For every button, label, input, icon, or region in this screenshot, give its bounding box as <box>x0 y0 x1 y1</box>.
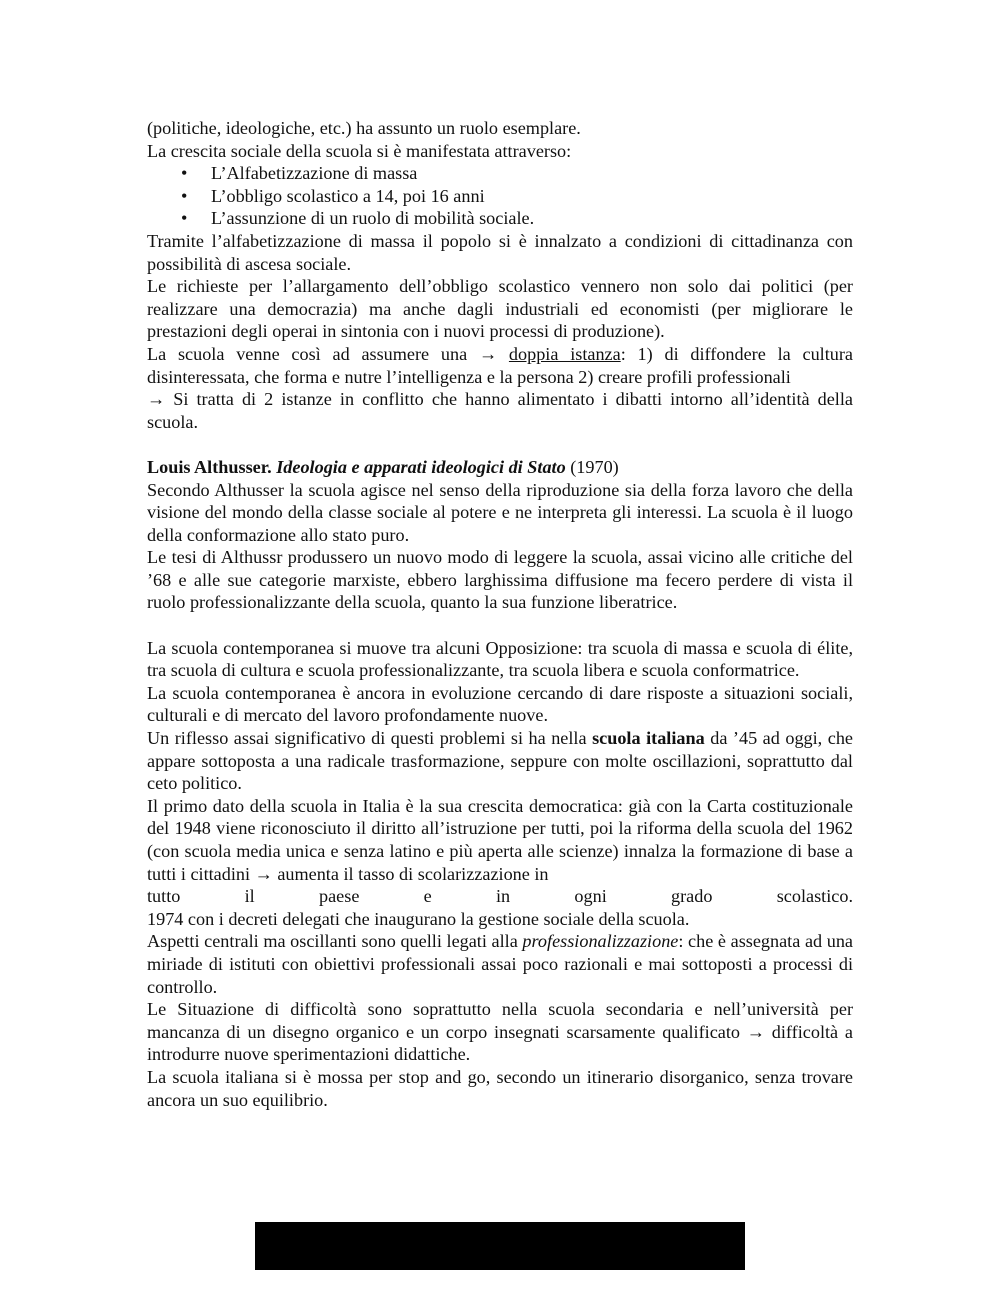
professionalizzazione-text-a: Aspetti centrali ma oscillanti sono quelli legati alla <box>147 931 523 952</box>
decreti-delegati-line: 1974 con i decreti delegati che inaugurano la gestione sociale della scuola. <box>147 908 690 929</box>
list-item <box>147 185 853 208</box>
intro-line-2: La crescita sociale della scuola si è manifestata attraverso: <box>147 140 572 161</box>
althusser-heading <box>147 456 853 479</box>
spread-word: il <box>244 886 255 907</box>
intro-line-1: (politiche, ideologiche, etc.) ha assunto un ruolo esemplare. <box>147 118 581 138</box>
bullet-icon: • <box>181 163 188 184</box>
spread-word: e <box>423 886 432 907</box>
scuola-italiana-text-a: Un riflesso assai significativo di questi problemi si ha nella <box>147 728 593 749</box>
istanza-text-b: : 1) di diffondere la cultura disinteressata, che forma e nutre l’intelligenza e la persona 2) creare profili professionali <box>147 343 853 387</box>
heading-year: (1970) <box>570 456 619 477</box>
althusser-paragraph-1: Secondo Althusser la scuola agisce nel senso della riproduzione sia della forza lavoro che della visione del mondo della classe sociale al potere e ne interpreta gli interessi. La scuola è il luogo della conformazione allo stato puro. <box>147 479 853 545</box>
redaction-bar <box>255 1222 745 1270</box>
list-item <box>147 162 853 185</box>
contemporanea-paragraph-2: La scuola contemporanea è ancora in evoluzione cercando di dare risposte a situazioni sociali, culturali e di mercato del lavoro profondamente nuove. <box>147 682 853 726</box>
blank-line <box>147 614 853 637</box>
list-item-text: L’obbligo scolastico a 14, poi 16 anni <box>211 185 485 206</box>
spread-word: scolastico. <box>776 886 853 907</box>
spread-word: in <box>496 886 511 907</box>
justified-spread-line <box>147 885 853 908</box>
paragraph-doppia-istanza <box>147 343 853 388</box>
professionalizzazione-text-b: : che è assegnata ad una miriade di istituti con obiettivi professionali assai poco razionali e mai sottoposti a processi di controllo. <box>147 931 853 997</box>
professionalizzazione-paragraph <box>147 930 853 998</box>
stop-and-go-paragraph: La scuola italiana si è mossa per stop and go, secondo un itinerario disorganico, senza trovare ancora un suo equilibrio. <box>147 1066 853 1110</box>
spread-word: paese <box>319 886 360 907</box>
scuola-italiana-paragraph <box>147 727 853 795</box>
spread-word: grado <box>671 886 713 907</box>
spread-word: ogni <box>574 886 607 907</box>
doppia-istanza-underlined: doppia istanza <box>508 343 621 364</box>
heading-book-title: Ideologia e apparati ideologici di Stato <box>276 456 566 477</box>
spread-word: tutto <box>147 886 181 907</box>
istanza-text-a: La scuola venne così ad assumere una → <box>147 343 509 364</box>
crescita-democratica-paragraph: Il primo dato della scuola in Italia è la sua crescita democratica: già con la Carta costituzionale del 1948 viene riconosciuto il diritto all’istruzione per tutti, poi la riforma della scuola del 1962 (con scuola media unica e senza latino e più aperta alle scienze) innalza la formazione di base a tutti i cittadini → aumenta il tasso di scolarizzazione in <box>147 795 853 884</box>
list-item-text: L’Alfabetizzazione di massa <box>211 163 418 184</box>
bullet-icon: • <box>181 208 188 229</box>
bullet-icon: • <box>181 185 188 206</box>
scuola-italiana-bold: scuola italiana <box>592 728 705 749</box>
professionalizzazione-italic: professionalizzazione <box>522 931 679 952</box>
heading-author: Louis Althusser. <box>147 456 272 477</box>
difficolta-paragraph: Le Situazione di difficoltà sono soprattutto nella scuola secondaria e nell’università per mancanza di un disegno organico e un corpo insegnati scarsamente qualificato → difficoltà a introdurre nuove sperimentazioni didattiche. <box>147 999 853 1065</box>
paragraph-istanze-conflitto: → Si tratta di 2 istanze in conflitto che hanno alimentato i dibatti intorno all’identità della scuola. <box>147 389 853 432</box>
list-item-text: L’assunzione di un ruolo di mobilità sociale. <box>211 208 535 229</box>
document-body <box>147 117 853 1111</box>
paragraph-richieste: Le richieste per l’allargamento dell’obbligo scolastico vennero non solo dai politici (per realizzare una democrazia) ma anche dagli industriali ed economisti (per migliorare le prestazioni degli operai in sintonia con i nuovi processi di produzione). <box>147 276 853 342</box>
althusser-paragraph-2: Le tesi di Althussr produssero un nuovo modo di leggere la scuola, assai vicino alle critiche del ’68 e alle sue categorie marxiste, ebbero larghissima diffusione ma fecero perdere di vista il ruolo professionalizzante della scuola, quanto la sua funzione liberatrice. <box>147 547 853 613</box>
scuola-italiana-text-b: da ’45 ad oggi, che appare sottoposta a una radicale trasformazione, seppure con molte oscillazioni, soprattutto dal ceto politico. <box>147 728 853 794</box>
contemporanea-paragraph-1: La scuola contemporanea si muove tra alcuni Opposizione: tra scuola di massa e scuola di élite, tra scuola di cultura e scuola professionalizzante, tra scuola libera e scuola conformatrice. <box>147 637 853 681</box>
list-item <box>147 207 853 230</box>
blank-line <box>147 433 853 456</box>
paragraph-alfabetizzazione: Tramite l’alfabetizzazione di massa il popolo si è innalzato a condizioni di cittadinanza con possibilità di ascesa sociale. <box>147 230 853 274</box>
bullet-list <box>147 162 853 230</box>
